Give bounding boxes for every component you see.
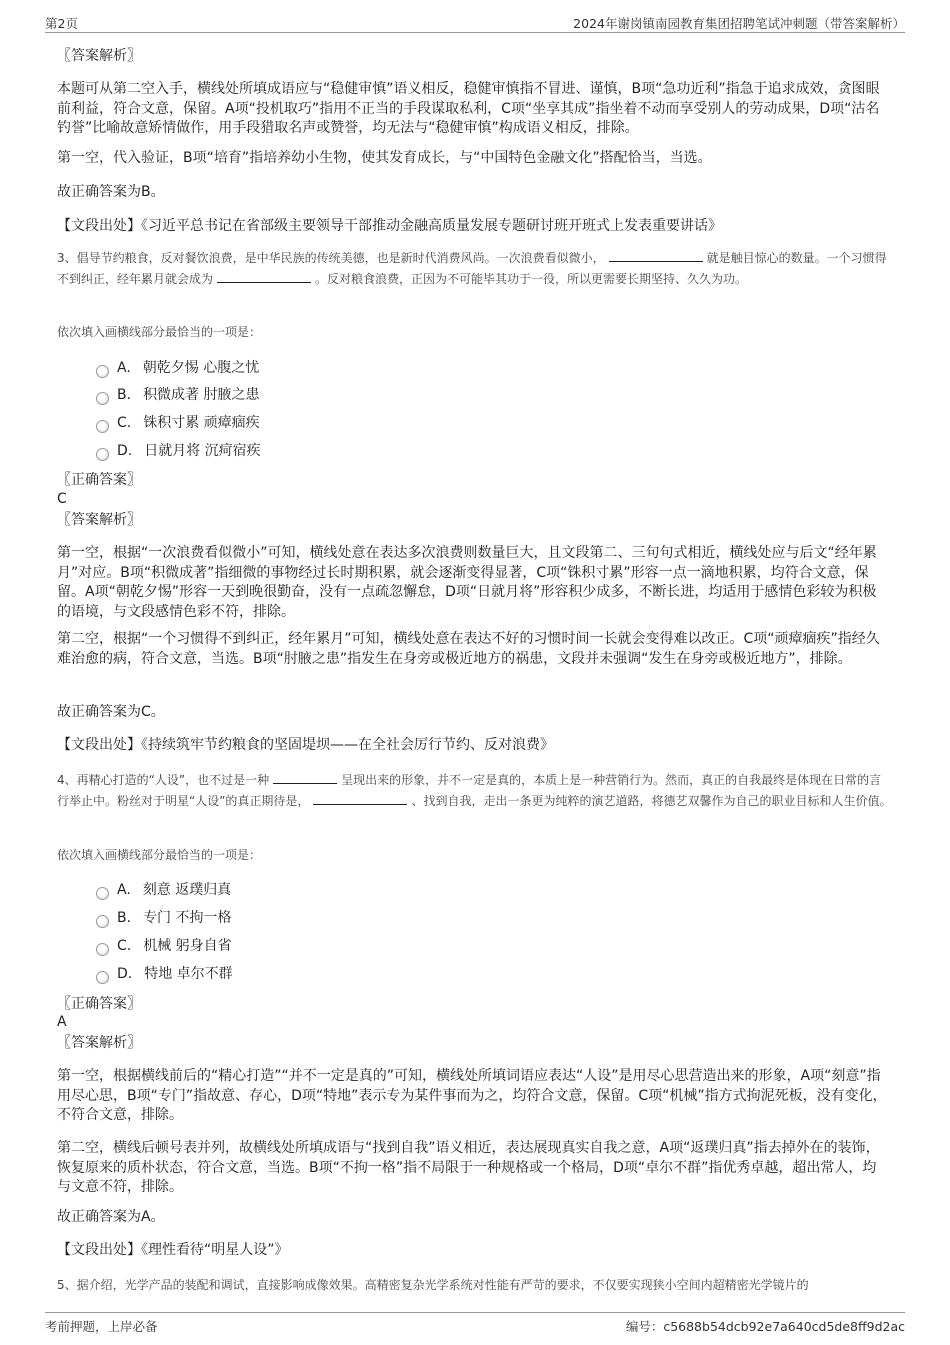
option-text: 刻意 返璞归真: [142, 882, 232, 898]
radio-icon[interactable]: [96, 365, 109, 378]
radio-icon[interactable]: [96, 392, 109, 405]
answer-label: 〖正确答案〗: [57, 996, 141, 1012]
option-a[interactable]: [96, 358, 259, 378]
option-text: 专门 不拘一格: [143, 910, 232, 926]
stem-text: 就是触目惊心的数量。一个习惯得不到纠正，经年累月就会成为: [57, 251, 887, 286]
option-text: 机械 躬身自省: [143, 938, 232, 954]
option-b[interactable]: [96, 908, 232, 928]
option-text: 朝乾夕惕 心腹之忧: [142, 360, 260, 376]
radio-icon[interactable]: [96, 971, 109, 984]
fill-blank: [217, 270, 311, 283]
question-prompt: 依次填入画横线部分最恰当的一项是：: [57, 848, 262, 862]
analysis-paragraph: 第二空，根据“一个习惯得不到纠正，经年累月”可知，横线处意在表达不好的习惯时间一长就会变得难以改正。C项“顽瘴痼疾”指经久难治愈的病，符合文意，当选。B项“肘腋之患”指发生在身旁或极近地方的祸患，文段并未强调“发生在身旁或极近地方”，排除。: [57, 631, 880, 667]
fill-blank: [609, 249, 703, 262]
option-letter: D.: [117, 443, 133, 459]
radio-icon[interactable]: [96, 915, 109, 928]
option-letter: C.: [117, 938, 132, 954]
stem-text: 4、再精心打造的“人设”，也不过是一种: [57, 773, 270, 787]
page-header: [45, 14, 905, 33]
option-letter: D.: [117, 966, 133, 982]
footer-slogan: 考前押题，上岸必备: [45, 1319, 158, 1334]
option-letter: C.: [117, 415, 132, 431]
analysis-paragraph: 第二空，横线后顿号表并列，故横线处所填成语与“找到自我”语义相近，表达展现真实自我之意，A项“返璞归真”指去掉外在的装饰，恢复原来的质朴状态，符合文意，当选。B项“不拘一格”指不局限于一种规格或一个格局，D项“卓尔不群”指优秀卓越，超出常人，均与文意不符，排除。: [57, 1140, 880, 1195]
fill-blank: [313, 792, 407, 805]
page-number: 第2页: [45, 16, 78, 31]
radio-icon[interactable]: [96, 448, 109, 461]
stem-text: 呈现出来的形象，并不一定是真的，本质上是一种营销行为。然而，真正的自我最终是体现在日常的言行举止中。粉丝对于明星“人设”的真正期待是，: [57, 773, 882, 808]
analysis-label: 〖答案解析〗: [57, 48, 141, 64]
option-text: 铢积寸累 顽瘴痼疾: [143, 415, 260, 431]
question-stem: [57, 770, 893, 811]
stem-text: 。反对粮食浪费，正因为不可能毕其功于一役，所以更需要长期坚持、久久为功。: [315, 271, 748, 286]
question-prompt: 依次填入画横线部分最恰当的一项是：: [57, 325, 262, 339]
option-d[interactable]: [96, 964, 233, 984]
question-stem: 5、据介绍，光学产品的装配和调试，直接影响成像效果。高精密复杂光学系统对性能有严苛的要求，不仅要实现狭小空间内超精密光学镜片的: [57, 1278, 809, 1292]
radio-icon[interactable]: [96, 420, 109, 433]
conclusion: 故正确答案为C。: [57, 704, 165, 720]
conclusion: 故正确答案为A。: [57, 1209, 165, 1225]
analysis-paragraph: 第一空，根据横线前后的“精心打造”“并不一定是真的”可知，横线处所填词语应表达“人设”是用尽心思营造出来的形象，A项“刻意”指用尽心思，B项“专门”指故意、存心，D项“特地”表示专为某件事而为之，均符合文意，保留。C项“机械”指方式拘泥死板，没有变化，不符合文意，排除。: [57, 1068, 887, 1123]
option-letter: A.: [117, 882, 131, 898]
radio-icon[interactable]: [96, 887, 109, 900]
analysis-label: 〖答案解析〗: [57, 512, 141, 528]
option-text: 特地 卓尔不群: [144, 966, 233, 982]
stem-text: 3、倡导节约粮食，反对餐饮浪费，是中华民族的传统美德，也是新时代消费风尚。一次浪费看似微小，: [57, 251, 605, 265]
conclusion: 故正确答案为B。: [57, 184, 165, 200]
option-letter: B.: [117, 910, 132, 926]
option-letter: B.: [117, 387, 132, 403]
option-a[interactable]: [96, 880, 231, 900]
answer-label: 〖正确答案〗: [57, 472, 141, 488]
option-b[interactable]: [96, 385, 260, 405]
analysis-paragraph: 第一空，根据“一次浪费看似微小”可知，横线处意在表达多次浪费则数量巨大，且文段第二、三句句式相近，横线处应与后文“经年累月”对应。B项“积微成著”指细微的事物经过长时期积累，就会逐渐变得显著，C项“铢积寸累”形容一点一滴地积累，均符合文意，保留。A项“朝乾夕惕”形容一天到晚很勤奋，没有一点疏忽懈怠，D项“日就月将”形容积少成多，不断长进，均适用于感情色彩较为积极的语境，与文段感情色彩不符，排除。: [57, 545, 877, 620]
option-c[interactable]: [96, 413, 260, 433]
analysis-paragraph: 第一空，代入验证，B项“培育”指培养幼小生物，使其发育成长，与“中国特色金融文化”搭配恰当，当选。: [57, 150, 712, 166]
answer-value: C: [57, 491, 67, 507]
option-d[interactable]: [96, 441, 261, 461]
document-id: 编号：c5688b54dcb92e7a640cd5de8ff9d2ac: [625, 1319, 905, 1334]
option-c[interactable]: [96, 936, 232, 956]
option-text: 积微成著 肘腋之患: [143, 387, 260, 403]
source: 【文段出处】《持续筑牢节约粮食的坚固堤坝——在全社会厉行节约、反对浪费》: [57, 737, 554, 753]
source: 【文段出处】《理性看待“明星人设”》: [57, 1242, 289, 1258]
question-stem: [57, 248, 893, 289]
option-text: 日就月将 沉疴宿疾: [144, 443, 261, 459]
answer-value: A: [57, 1014, 67, 1030]
analysis-paragraph: 本题可从第二空入手，横线处所填成语应与“稳健审慎”语义相反，稳健审慎指不冒进、谨慎，B项“急功近利”指急于追求成效，贪图眼前利益，符合文意，保留。A项“投机取巧”指用不正当的手段谋取私利，C项“坐享其成”指坐着不动而享受别人的劳动成果，D项“沽名钓誉”比喻故意矫情做作，用手段猎取名声或赞誉，均无法与“稳健审慎”构成语义相反，排除。: [57, 81, 880, 136]
analysis-label: 〖答案解析〗: [57, 1035, 141, 1051]
source: 【文段出处】《习近平总书记在省部级主要领导干部推动金融高质量发展专题研讨班开班式上发表重要讲话》: [57, 218, 722, 234]
option-letter: A.: [117, 360, 131, 376]
radio-icon[interactable]: [96, 943, 109, 956]
page-footer: [45, 1312, 905, 1335]
stem-text: 、找到自我，走出一条更为纯粹的演艺道路，将德艺双馨作为自己的职业目标和人生价值。: [411, 793, 892, 808]
document-title: 2024年谢岗镇南园教育集团招聘笔试冲刺题（带答案解析）: [573, 16, 905, 31]
fill-blank: [273, 771, 337, 784]
